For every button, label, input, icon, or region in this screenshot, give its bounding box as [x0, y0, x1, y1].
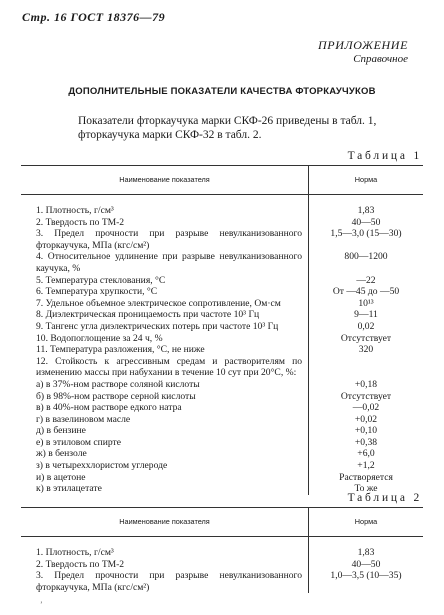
row-name: 4. Относительное удлинение при разрыве невулканизованного каучука, %	[21, 251, 309, 274]
row-name: 6. Температура хрупкости, °С	[21, 286, 309, 298]
row-value: +0,18	[354, 378, 378, 390]
intro-line-2: фторкаучука марки СКФ-32 в табл. 2.	[78, 129, 262, 141]
section-title: ДОПОЛНИТЕЛЬНЫЕ ПОКАЗАТЕЛИ КАЧЕСТВА ФТОРКАУЧУКОВ	[68, 86, 376, 97]
table-row	[21, 251, 423, 274]
row-name: 7. Удельное объемное электрическое сопротивление, Ом·см	[21, 298, 309, 310]
row-name: 3. Предел прочности при разрыве невулканизованного фторкаучука, МПа (кгс/см²)	[21, 228, 309, 251]
table-row	[21, 391, 423, 403]
row-name: 2. Твердость по ТМ-2	[21, 217, 309, 229]
table2-header-name: Наименование показателя	[21, 508, 309, 537]
table-row	[21, 437, 423, 449]
row-value: —22	[356, 274, 376, 286]
table1-header-name: Наименование показателя	[21, 166, 309, 195]
row-value: 0,02	[357, 320, 375, 332]
row-name: 3. Предел прочности при разрыве невулканизованного фторкаучука, МПа (кгс/см²)	[21, 570, 309, 593]
row-name: 1. Плотность, г/см³	[21, 195, 309, 217]
row-value: 800—1200	[344, 251, 388, 263]
row-value: От —45 до —50	[332, 286, 400, 298]
row-value: +0,02	[354, 413, 378, 425]
row-value: 40—50	[351, 558, 381, 570]
table2-label: Таблица 2	[347, 492, 422, 504]
row-value: То же	[354, 483, 378, 495]
row-name: ж) в бензоле	[21, 448, 309, 460]
row-value: 9—11	[354, 309, 378, 321]
row-name: 2. Твердость по ТМ-2	[21, 559, 309, 571]
appendix-title: ПРИЛОЖЕНИЕ	[318, 38, 408, 52]
row-value: 10¹³	[358, 297, 374, 309]
table-row	[21, 472, 423, 484]
row-name: г) в вазелиновом масле	[21, 414, 309, 426]
row-value: +0,38	[354, 436, 378, 448]
table-1	[21, 165, 423, 495]
table1-header-norm: Норма	[309, 166, 424, 195]
table-row	[21, 321, 423, 333]
table-row	[21, 570, 423, 593]
row-value: +6,0	[357, 448, 375, 460]
row-value: +1,2	[357, 460, 375, 472]
row-value: 1,83	[357, 547, 375, 558]
page-header: Стр. 16 ГОСТ 18376—79	[22, 10, 166, 24]
row-value: 1,5—3,0 (15—30)	[330, 228, 402, 240]
row-name: к) в этилацетате	[21, 483, 309, 495]
row-name: 1. Плотность, г/см³	[21, 537, 309, 559]
row-value: —0,02	[352, 402, 380, 414]
intro-line-1: Показатели фторкаучука марки СКФ-26 приведены в табл. 1,	[78, 115, 377, 127]
table-2	[21, 507, 423, 593]
row-name: е) в этиловом спирте	[21, 437, 309, 449]
table-row	[21, 448, 423, 460]
table-row	[21, 286, 423, 298]
table-row	[21, 356, 423, 379]
intro-text	[78, 114, 376, 142]
row-name: 5. Температура стеклования, °С	[21, 275, 309, 287]
row-name: и) в ацетоне	[21, 472, 309, 484]
table1-label: Таблица 1	[347, 150, 422, 162]
table-row	[21, 537, 423, 559]
scan-mark: ’	[40, 600, 43, 609]
row-name: д) в бензине	[21, 425, 309, 437]
table1-body	[21, 195, 423, 495]
row-name: б) в 98%-ном растворе серной кислоты	[21, 391, 309, 403]
row-value: +0,10	[354, 425, 378, 437]
table-row	[21, 217, 423, 229]
table-row	[21, 333, 423, 345]
row-value: 40—50	[351, 216, 381, 228]
table-row	[21, 559, 423, 571]
row-value: Отсутствует	[340, 390, 392, 402]
table-row	[21, 379, 423, 391]
row-value: Растворяется	[339, 471, 393, 483]
row-value	[309, 356, 424, 379]
row-value: 320	[358, 344, 374, 356]
row-name: в) в 40%-ном растворе едкого натра	[21, 402, 309, 414]
table-row	[21, 298, 423, 310]
table-row	[21, 414, 423, 426]
row-name: 8. Диэлектрическая проницаемость при частоте 10³ Гц	[21, 309, 309, 321]
row-name: 10. Водопоглощение за 24 ч, %	[21, 333, 309, 345]
row-value: Отсутствует	[340, 332, 392, 344]
row-name: 12. Стойкость к агрессивным средам и растворителям по изменению массы при набухании в течение 10 сут при 20°С, %:	[21, 356, 309, 379]
row-value: 1,0—3,5 (10—35)	[330, 570, 402, 582]
appendix-label	[318, 38, 408, 65]
appendix-subtitle: Справочное	[353, 53, 408, 65]
table-row	[21, 228, 423, 251]
row-name: 9. Тангенс угла диэлектрических потерь при частоте 10³ Гц	[21, 321, 309, 333]
row-value: 1,83	[357, 205, 375, 216]
table-row	[21, 275, 423, 287]
table-row	[21, 402, 423, 414]
row-name: з) в четыреххлористом углероде	[21, 460, 309, 472]
table-row	[21, 425, 423, 437]
row-name: 11. Температура разложения, °С, не ниже	[21, 344, 309, 356]
table-row	[21, 460, 423, 472]
row-name: а) в 37%-ном растворе соляной кислоты	[21, 379, 309, 391]
table-row	[21, 344, 423, 356]
table-row	[21, 195, 423, 217]
table-row	[21, 309, 423, 321]
table2-body	[21, 537, 423, 594]
table2-header-norm: Норма	[309, 508, 424, 537]
